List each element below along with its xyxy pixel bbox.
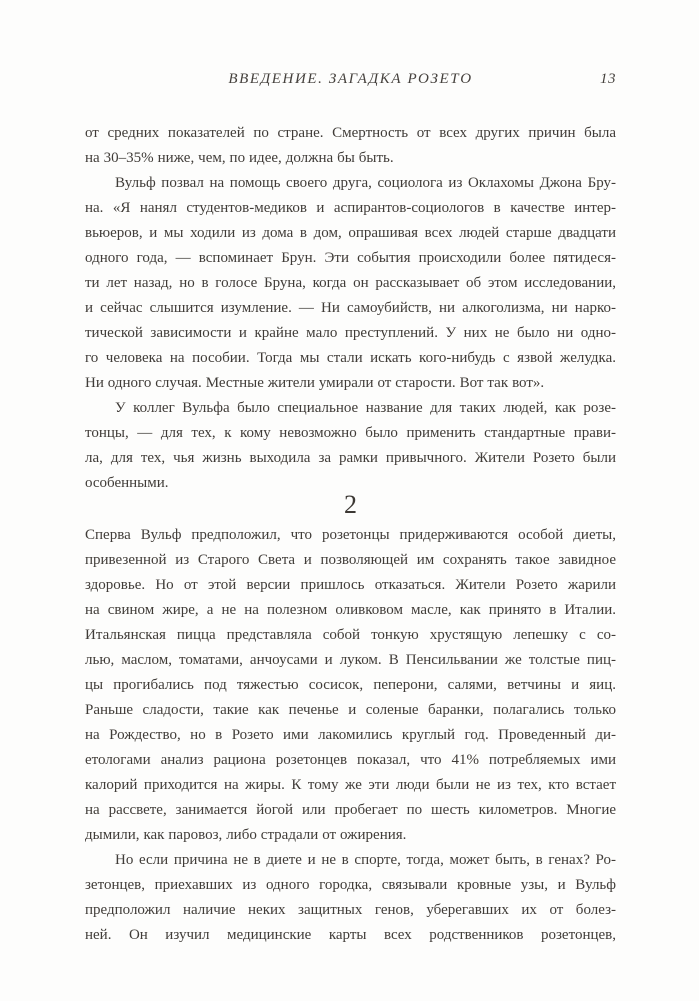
text-line: тонцы, — для тех, к кому невозможно было применить стандартные прави- [85,425,616,441]
page-number: 13 [600,71,616,87]
paragraph [85,523,616,848]
text-line: тической зависимости и крайне мало преступлений. У них не было ни одно- [85,325,616,341]
text-line: от средних показателей по стране. Смертность от всех других причин была [85,125,616,141]
text-line: етологами анализ рациона розетонцев показал, что 41% потребляемых ими [85,752,616,768]
text-line: на рассвете, занимается йогой или пробегает по шесть километров. Многие [85,802,616,818]
text-line: ти лет назад, но в голосе Бруна, когда он рассказывает об этом исследовании, [85,275,616,291]
text-line: У коллег Вульфа было специальное название для таких людей, как розе- [115,400,616,416]
text-line: на 30–35% ниже, чем, по идее, должна бы быть. [85,150,394,166]
text-line: здоровье. Но от этой версии пришлось отказаться. Жители Розето жарили [85,577,616,593]
running-header [85,68,616,90]
text-line: Но если причина не в диете и не в спорте, тогда, может быть, в генах? Ро- [115,852,616,868]
text-line: одного года, — вспоминает Брун. Эти события происходили более пятидеся- [85,250,616,266]
paragraph [85,396,616,496]
text-line: зетонцев, приехавших из одного городка, связывали кровные узы, и Вульф [85,877,616,893]
paragraph [85,171,616,396]
text-line: Вульф позвал на помощь своего друга, социолога из Оклахомы Джона Бру- [115,175,616,191]
text-line: калорий приходится на жиры. К тому же эти люди были не из тех, кто встает [85,777,616,793]
text-line: го человека на пособии. Тогда мы стали искать кого-нибудь с язвой желудка. [85,350,616,366]
text-line: вьюеров, и мы ходили из дома в дом, опрашивая всех людей старше двадцати [85,225,616,241]
text-line: лью, маслом, томатами, анчоусами и луком. В Пенсильвании же толстые пиц- [85,652,616,668]
paragraph [85,121,616,171]
text-line: Сперва Вульф предположил, что розетонцы придерживаются особой диеты, [85,527,616,543]
text-line: Раньше сладости, такие как печенье и соленые баранки, полагались только [85,702,616,718]
text-line: на. «Я нанял студентов-медиков и аспирантов-социологов в качестве интер- [85,200,616,216]
text-line: ла, для тех, чья жизнь выходила за рамки привычного. Жители Розето были [85,450,616,466]
text-line: привезенной из Старого Света и позволяющей им сохранять такое завидное [85,552,616,568]
text-line: предположил наличие неких защитных генов, уберегавших их от болез- [85,902,616,918]
text-line: особенными. [85,475,169,491]
running-header-title: ВВЕДЕНИЕ. ЗАГАДКА РОЗЕТО [228,71,473,87]
text-line: дымили, как паровоз, либо страдали от ожирения. [85,827,407,843]
text-line: цы прогибались под тяжестью сосисок, пеперони, салями, ветчины и яиц. [85,677,616,693]
text-line: ней. Он изучил медицинские карты всех родственников розетонцев, [85,927,616,943]
section-number-heading: 2 [344,490,357,519]
text-line: и сейчас слышится изумление. — Ни самоубийств, ни алкоголизма, ни нарко- [85,300,616,316]
text-line: на свином жире, а не на полезном оливковом масле, как принято в Италии. [85,602,616,618]
text-line: Ни одного случая. Местные жители умирали от старости. Вот так вот». [85,375,545,391]
text-line: на Рождество, но в Розето ими лакомились круглый год. Проведенный ди- [85,727,616,743]
paragraph [85,848,616,948]
text-line: Итальянская пицца представляла собой тонкую хрустящую лепешку с со- [85,627,616,643]
body-text [85,121,616,948]
